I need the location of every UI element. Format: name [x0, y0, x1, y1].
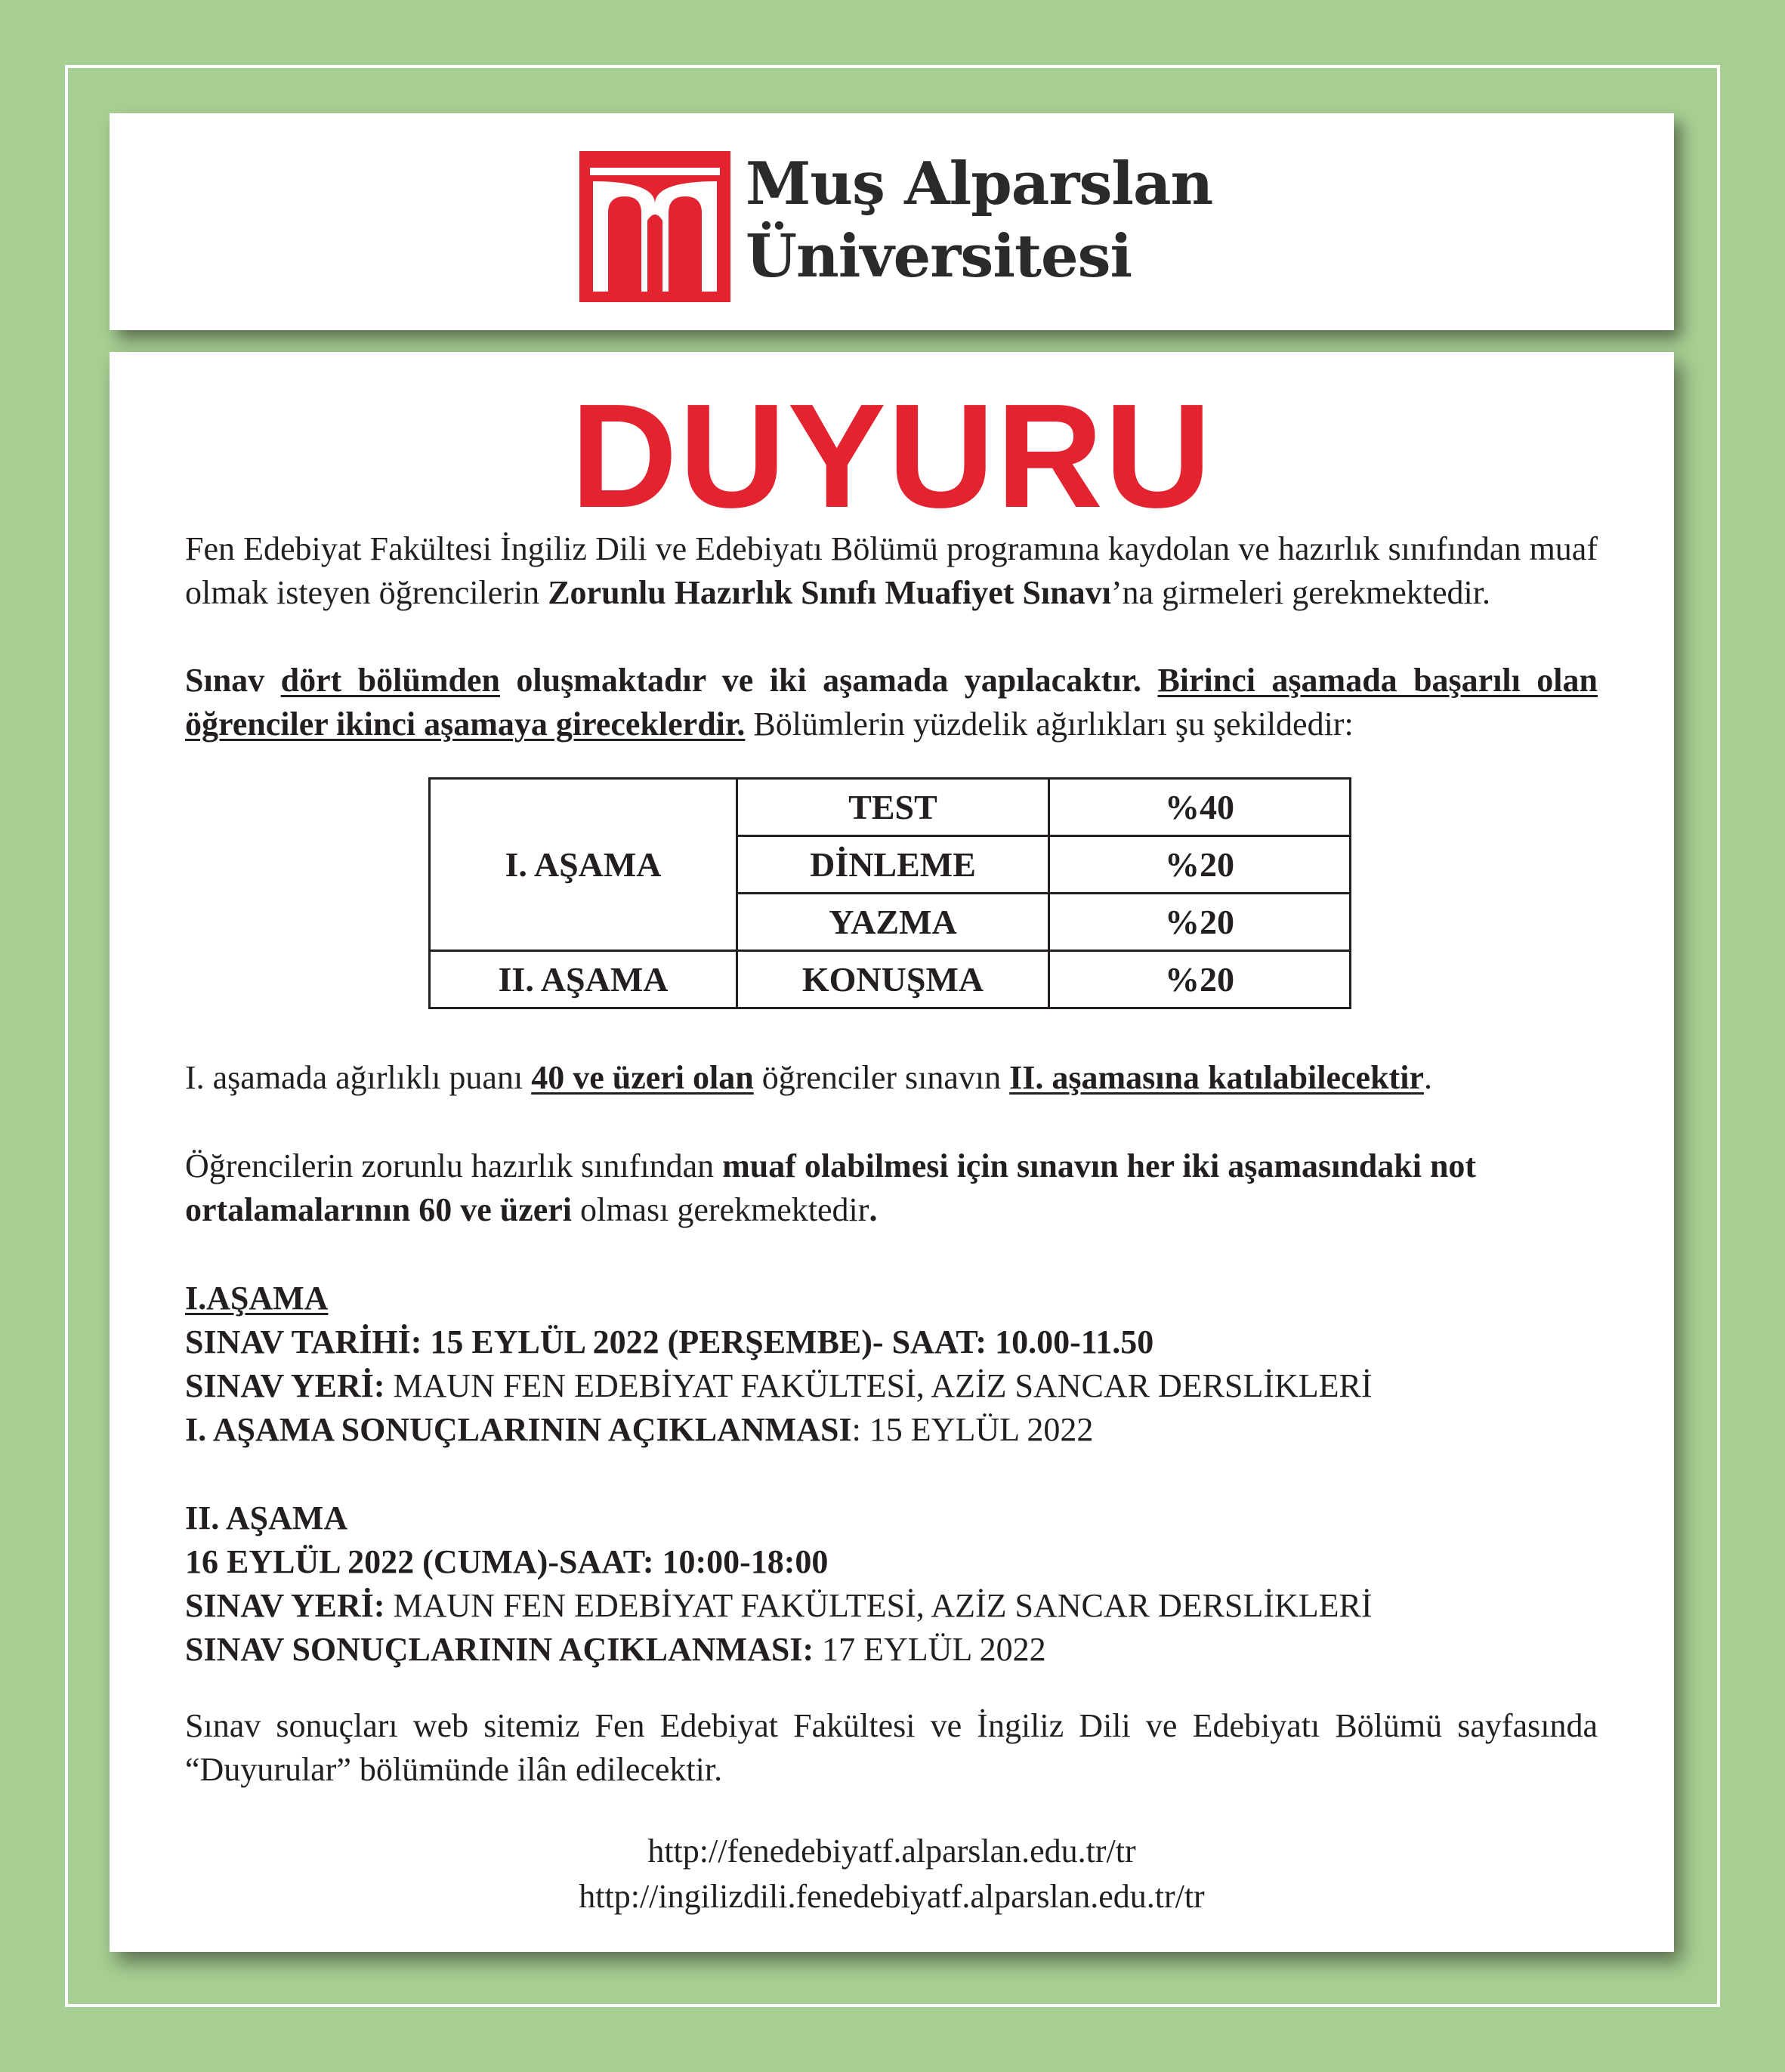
stage1-cell: I. AŞAMA: [430, 779, 737, 951]
exemption-text: Öğrencilerin zorunlu hazırlık sınıfından: [185, 1147, 723, 1184]
structure-text-3: Bölümlerin yüzdelik ağırlıkları şu şekildedir:: [745, 706, 1354, 743]
threshold-text-end: .: [1423, 1059, 1432, 1096]
university-name-line1: Muş Alparslan: [746, 150, 1213, 218]
university-name: [746, 148, 1212, 293]
threshold-paragraph: [185, 1056, 1598, 1100]
threshold-text-2: öğrenciler sınavın: [753, 1059, 1010, 1096]
announcement-panel: [110, 352, 1674, 1952]
structure-paragraph: [185, 659, 1598, 746]
stage1-results-value: : 15 EYLÜL 2022: [851, 1411, 1094, 1448]
stage2-heading: II. AŞAMA: [185, 1499, 348, 1536]
stage1-place-label: SINAV YERİ:: [185, 1367, 385, 1404]
stage1-heading: I.AŞAMA: [185, 1280, 329, 1317]
exemption-rule: muaf olabilmesi için sınavın her iki aşamasındaki not ortalamalarının 60 ve üzeri: [185, 1147, 1477, 1228]
section-cell: DİNLEME: [737, 836, 1049, 894]
section-cell: KONUŞMA: [737, 951, 1049, 1008]
weight-cell: %20: [1049, 836, 1351, 894]
university-name-line2: Üniversitesi: [746, 222, 1132, 291]
structure-text-2: oluşmaktadır ve iki aşamada yapılacaktır.: [499, 662, 1158, 699]
structure-sections: dört bölümden: [280, 662, 500, 699]
structure-text: Sınav: [185, 662, 281, 699]
threshold-stage2: II. aşamasına katılabilecektir: [1009, 1059, 1424, 1096]
exemption-text-2: olması gerekmektedir: [572, 1191, 869, 1228]
intro-paragraph: [185, 527, 1598, 615]
stage2-cell: II. AŞAMA: [430, 951, 737, 1008]
stage2-place-value: MAUN FEN EDEBİYAT FAKÜLTESİ, AZİZ SANCAR DERSLİKLERİ: [384, 1587, 1373, 1624]
exam-name: Zorunlu Hazırlık Sınıfı Muafiyet Sınavı: [548, 574, 1111, 611]
department-link[interactable]: http://ingilizdili.fenedebiyatf.alparslan.edu.tr/tr: [579, 1878, 1205, 1915]
stage1-block: [185, 1277, 1598, 1452]
stage1-date: SINAV TARİHİ: 15 EYLÜL 2022 (PERŞEMBE)- SAAT: 10.00-11.50: [185, 1323, 1154, 1360]
stage2-date: 16 EYLÜL 2022 (CUMA)-SAAT: 10:00-18:00: [185, 1543, 829, 1580]
exemption-text-end: .: [869, 1191, 878, 1228]
faculty-link[interactable]: http://fenedebiyatf.alparslan.edu.tr/tr: [647, 1833, 1136, 1870]
threshold-text: I. aşamada ağırlıklı puanı: [185, 1059, 532, 1096]
university-logo-icon: [579, 151, 730, 302]
header-panel: [110, 113, 1674, 330]
weights-table: [428, 777, 1351, 1009]
weight-cell: %40: [1049, 779, 1351, 836]
structure-stage-rule: Birinci aşamada başarılı olan öğrenciler ikinci aşamaya gireceklerdir.: [185, 662, 1598, 743]
closing-paragraph: Sınav sonuçları web sitemiz Fen Edebiyat Fakültesi ve İngiliz Dili ve Edebiyatı Bölümü sayfasında “Duyurular” bölümünde ilân edilecektir.: [185, 1707, 1598, 1788]
stage1-results-label: I. AŞAMA SONUÇLARININ AÇIKLANMASI: [185, 1411, 852, 1448]
intro-text: Fen Edebiyat Fakültesi İngiliz Dili ve Edebiyatı Bölümü programına kaydolan ve hazırlık sınıfından muaf olmak isteyen öğrencilerin: [185, 530, 1598, 611]
intro-text-end: ’na girmeleri gerekmektedir.: [1110, 574, 1490, 611]
stage2-results-value: 17 EYLÜL 2022: [814, 1631, 1046, 1668]
section-cell: TEST: [737, 779, 1049, 836]
stage2-place-label: SINAV YERİ:: [185, 1587, 385, 1624]
threshold-score: 40 ve üzeri olan: [531, 1059, 754, 1096]
weight-cell: %20: [1049, 951, 1351, 1008]
website-links: [110, 1829, 1674, 1919]
announcement-title: DUYURU: [570, 373, 1213, 539]
stage1-place-value: MAUN FEN EDEBİYAT FAKÜLTESİ, AZİZ SANCAR DERSLİKLERİ: [384, 1367, 1373, 1404]
table-row: [430, 779, 1351, 836]
section-cell: YAZMA: [737, 894, 1049, 951]
exemption-paragraph: [185, 1144, 1598, 1232]
weight-cell: %20: [1049, 894, 1351, 951]
stage2-results-label: SINAV SONUÇLARININ AÇIKLANMASI:: [185, 1631, 814, 1668]
table-row: [430, 951, 1351, 1008]
stage2-block: [185, 1496, 1598, 1672]
